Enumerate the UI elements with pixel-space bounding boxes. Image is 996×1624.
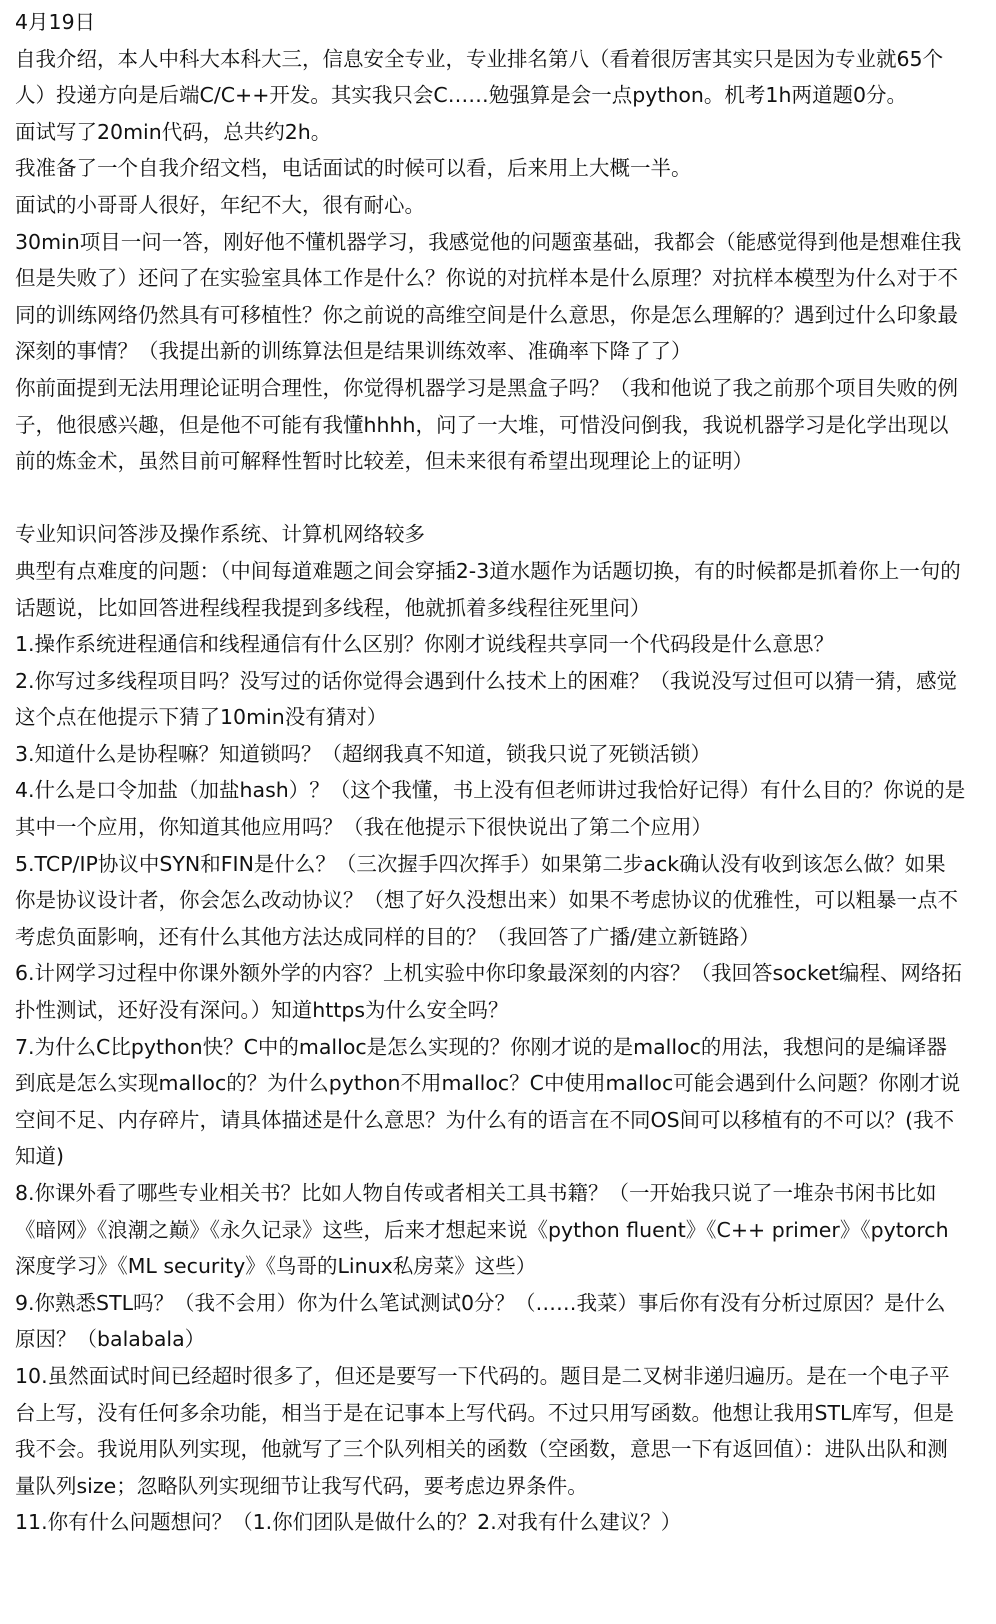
intro-paragraph-6: 你前面提到无法用理论证明合理性，你觉得机器学习是黑盒子吗？（我和他说了我之前那个项目失败的例子，他很感兴趣，但是他不可能有我懂hhhh，问了一大堆，可惜没问倒我，我说机器学习是化学出现以前的炼金术，虽然目前可解释性暂时比较差，但未来很有希望出现理论上的证明） [15,375,958,474]
question-7: 7.为什么C比python快？C中的malloc是怎么实现的？你刚才说的是malloc的用法，我想问的是编译器到底是怎么实现malloc的？为什么python不用malloc？C中使用malloc可能会遇到什么问题？你刚才说空间不足、内存碎片，请具体描述是什么意思？为什么有的语言在不同OS间可以移植有的不可以？(我不知道) [15,1034,961,1169]
intro-paragraph-2: 面试写了20min代码，总共约2h。 [15,119,332,144]
question-2: 2.你写过多线程项目吗？没写过的话你觉得会遇到什么技术上的困难？（我说没写过但可以猜一猜，感觉这个点在他提示下猜了10min没有猜对） [15,668,958,730]
question-4: 4.什么是口令加盐（加盐hash）？（这个我懂，书上没有但老师讲过我恰好记得）有什么目的？你说的是其中一个应用，你知道其他应用吗？（我在他提示下很快说出了第二个应用） [15,778,966,840]
question-10: 10.虽然面试时间已经超时很多了，但还是要写一下代码的。题目是二叉树非递归遍历。是在一个电子平台上写，没有任何多余功能，相当于是在记事本上写代码。不过只用写函数。他想让我用STL库写，但是我不会。我说用队列实现，他就写了三个队列相关的函数（空函数，意思一下有返回值）：进队出队和测量队列size；忽略队列实现细节让我写代码，要考虑边界条件。 [15,1363,954,1498]
section-title: 专业知识问答涉及操作系统、计算机网络较多 [15,522,425,547]
question-9: 9.你熟悉STL吗？（我不会用）你为什么笔试测试0分？（……我菜）事后你有没有分析过原因？是什么原因？（balabala） [15,1290,946,1352]
question-11: 11.你有什么问题想问？（1.你们团队是做什么的？2.对我有什么建议？） [15,1510,682,1535]
date-heading: 4月19日 [15,10,96,34]
question-6: 6.计网学习过程中你课外额外学的内容？上机实验中你印象最深刻的内容？（我回答socket编程、网络拓扑性测试，还好没有深问。）知道https为什么安全吗？ [15,961,962,1023]
blank-line [15,480,966,517]
section-intro: 典型有点难度的问题：（中间每道难题之间会穿插2-3道水题作为话题切换，有的时候都是抓着你上一句的话题说，比如回答进程线程我提到多线程，他就抓着多线程往死里问） [15,558,961,620]
intro-paragraph-4: 面试的小哥哥人很好，年纪不大，很有耐心。 [15,192,425,217]
intro-paragraph-1: 自我介绍，本人中科大本科大三，信息安全专业，专业排名第八（看着很厉害其实只是因为专业就65个人）投递方向是后端C/C++开发。其实我只会C……勉强算是会一点python。机考1h两道题0分。 [15,46,944,108]
question-1: 1.操作系统进程通信和线程通信有什么区别？你刚才说线程共享同一个代码段是什么意思？ [15,632,835,657]
question-5: 5.TCP/IP协议中SYN和FIN是什么？（三次握手四次挥手）如果第二步ack确认没有收到该怎么做？如果你是协议设计者，你会怎么改动协议？（想了好久没想出来）如果不考虑协议的优雅性，可以粗暴一点不考虑负面影响，还有什么其他方法达成同样的目的？（我回答了广播/建立新链路） [15,851,958,949]
question-8: 8.你课外看了哪些专业相关书？比如人物自传或者相关工具书籍？（一开始我只说了一堆杂书闲书比如《暗网》《浪潮之巅》《永久记录》这些，后来才想起来说《python fluent》《C++ primer》《pytorch深度学习》《ML security》《鸟哥的Linux私房菜》这些） [15,1181,949,1279]
question-3: 3.知道什么是协程嘛？知道锁吗？（超纲我真不知道，锁我只说了死锁活锁） [15,741,712,766]
intro-paragraph-5: 30min项目一问一答，刚好他不懂机器学习，我感觉他的问题蛮基础，我都会（能感觉得到他是想难住我但是失败了）还问了在实验室具体工作是什么？你说的对抗样本是什么原理？对抗样本模型为什么对于不同的训练网络仍然具有可移植性？你之前说的高维空间是什么意思，你是怎么理解的？遇到过什么印象最深刻的事情？（我提出新的训练算法但是结果训练效率、准确率下降了了） [15,229,962,364]
intro-paragraph-3: 我准备了一个自我介绍文档，电话面试的时候可以看，后来用上大概一半。 [15,156,692,181]
